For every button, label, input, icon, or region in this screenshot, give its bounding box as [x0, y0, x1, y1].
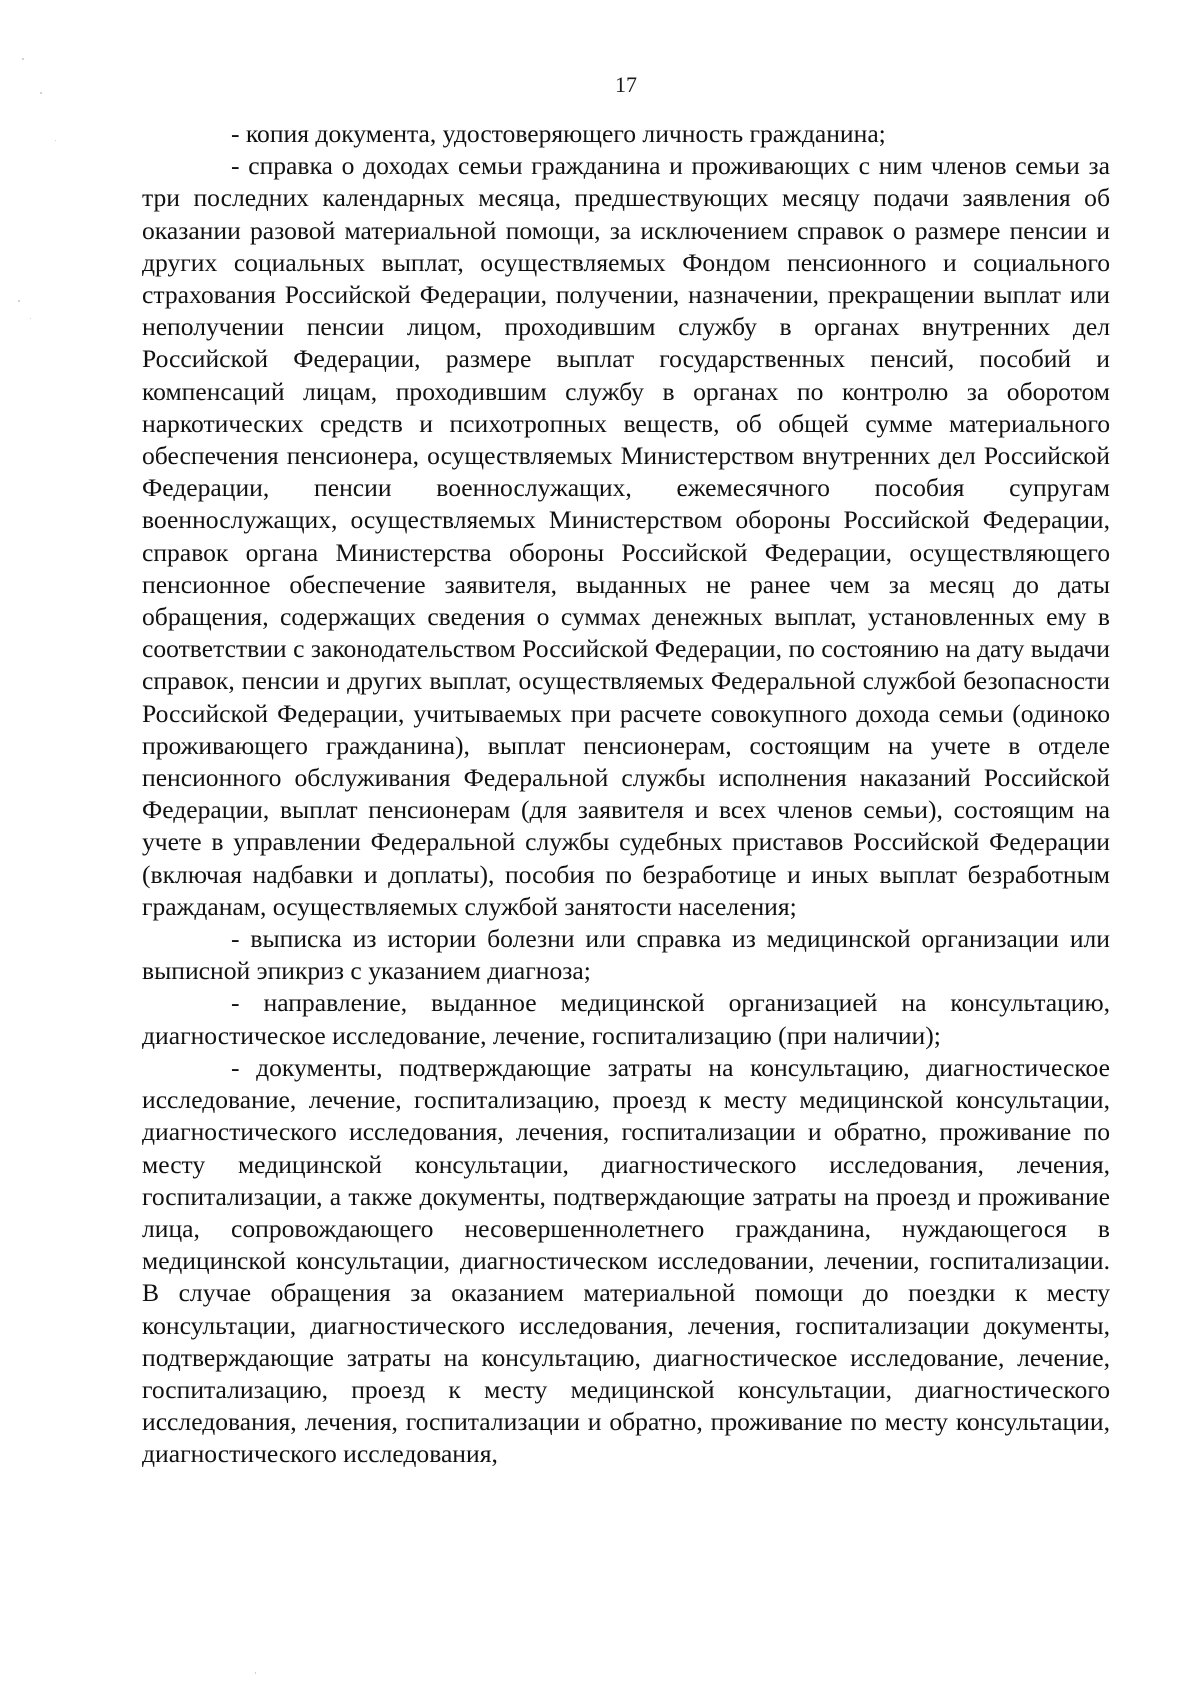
page-number: 17 — [615, 72, 637, 97]
scan-speckle — [18, 300, 20, 302]
paragraph-income-certificate: - справка о доходах семьи гражданина и проживающих с ним членов семьи за три последних календарных месяца, предшествующих месяцу подачи заявления об оказании разовой материальной помощи, за исключением справок о размере пенсии и других социальных выплат, осуществляемых Фондом пенсионного и социального страхования Российской Федерации, получении, назначении, прекращении выплат или неполучении пенсии лицом, проходившим службу в органах внутренних дел Российской Федерации, размере выплат государственных пенсий, пособий и компенсаций лицам, проходившим службу в органах по контролю за оборотом наркотических средств и психотропных веществ, об общей сумме материального обеспечения пенсионера, осуществляемых Министерством внутренних дел Российской Федерации, пенсии военнослужащих, ежемесячного пособия супругам военнослужащих, осуществляемых Министерством обороны Российской Федерации, справок органа Министерства обороны Российской Федерации, осуществляющего пенсионное обеспечение заявителя, выданных не ранее чем за месяц до даты обращения, содержащих сведения о суммах денежных выплат, установленных ему в соответствии с законодательством Российской Федерации, по состоянию на дату выдачи справок, пенсии и других выплат, осуществляемых Федеральной службой безопасности Российской Федерации, учитываемых при расчете совокупного дохода семьи (одиноко проживающего гражданина), выплат пенсионерам, состоящим на учете в отделе пенсионного обслуживания Федеральной службы исполнения наказаний Российской Федерации, выплат пенсионерам (для заявителя и всех членов семьи), состоящим на учете в управлении Федеральной службы судебных приставов Российской Федерации (включая надбавки и доплаты), пособия по безработице и иных выплат безработным гражданам, осуществляемых службой занятости населения; — [142, 151, 1110, 921]
scan-speckle — [30, 318, 31, 319]
scan-speckle — [255, 1672, 256, 1674]
paragraph-medical-extract: - выписка из истории болезни или справка из медицинской организации или выписной эпикриз с указанием диагноза; — [142, 924, 1110, 986]
document-body — [142, 118, 1110, 1471]
scan-speckle — [22, 58, 24, 60]
paragraph-expense-documents: - документы, подтверждающие затраты на консультацию, диагностическое исследование, лечение, госпитализацию, проезд к месту медицинской консультации, диагностического исследования, лечения, госпитализации и обратно, проживание по месту медицинской консультации, диагностического исследования, лечения, госпитализации, а также документы, подтверждающие затраты на проезд и проживание лица, сопровождающего несовершеннолетнего гражданина, нуждающегося в медицинской консультации, диагностическом исследовании, лечении, госпитализации. В случае обращения за оказанием материальной помощи до поездки к месту консультации, диагностического исследования, лечения, госпитализации документы, подтверждающие затраты на консультацию, диагностическое исследование, лечение, госпитализацию, проезд к месту медицинской консультации, диагностического исследования, лечения, госпитализации и обратно, проживание по месту консультации, диагностического исследования, — [142, 1052, 1110, 1469]
scan-speckle — [40, 92, 42, 94]
paragraph-copy-of-id: - копия документа, удостоверяющего личность гражданина; — [231, 119, 886, 148]
scan-speckle — [55, 140, 56, 141]
paragraph-medical-referral: - направление, выданное медицинской организацией на консультацию, диагностическое исследование, лечение, госпитализацию (при наличии); — [142, 988, 1110, 1050]
